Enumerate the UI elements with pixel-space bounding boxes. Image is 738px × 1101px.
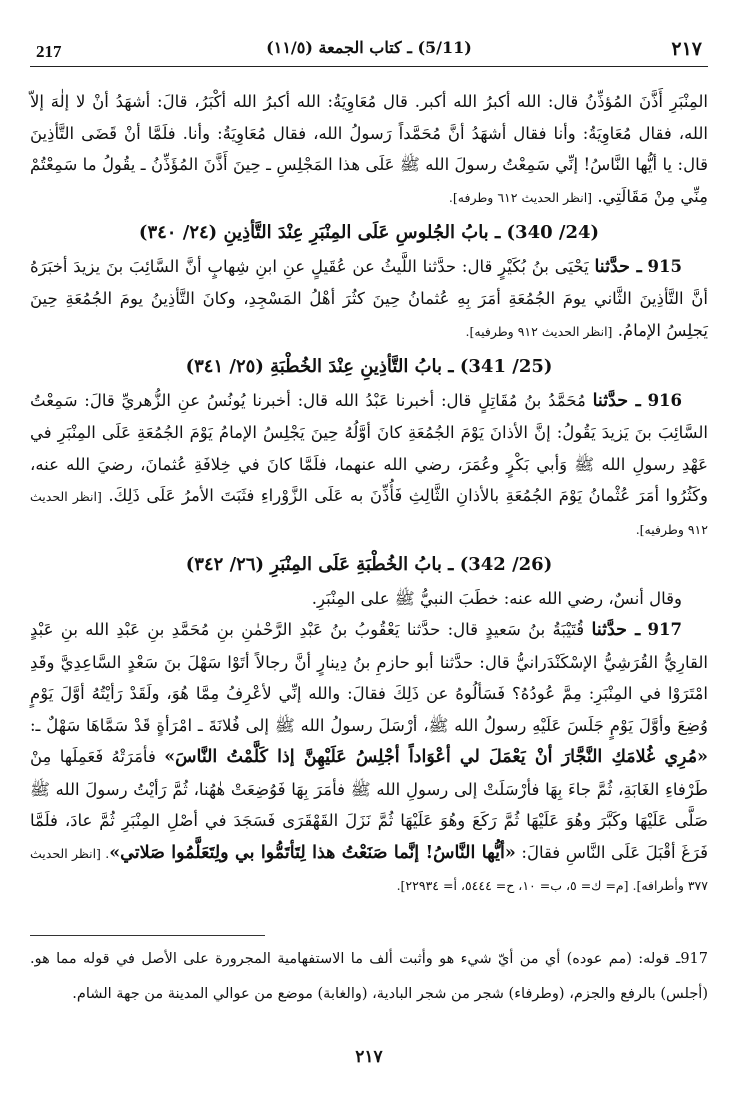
- page-footer-number: ٢١٧: [355, 1047, 383, 1067]
- footnote-divider: [30, 935, 265, 936]
- cross-reference: . [انظر الحديث ٣٧٧ وأطرافه]. [م= ك= ٥، ب= ١٠، ح= ٥٤٤٤، أ= ٢٢٩٣٤].: [30, 845, 708, 893]
- chapter-heading-341: [30, 351, 708, 383]
- hadith-number: 917: [647, 620, 682, 639]
- footnotes: [30, 942, 708, 1012]
- hadith-number: 916: [647, 390, 683, 410]
- hadith-917: [30, 614, 708, 902]
- chapter-heading-342: [30, 549, 708, 581]
- hadith-text-continued: فأمَرَتْهُ فَعَمِلَها مِنْ طَرْفاءِ الغَابَةِ، ثُمَّ جاءَ بِهَا فأرْسَلَتْ إلى رسولِ الله ﷺ فأمَرَ بِهَا فَوُضِعَتْ هٰهُنا، ثُمَّ رَأيْتُ رسولَ الله ﷺ صَلَّى عَلَيْهَا وكَبَّرَ وهُوَ عَلَيْهَا ثُمَّ رَكَعَ وهُوَ عَلَيْهَا ثُمَّ نَزَلَ القَهْقَرَى فَسَجَدَ في أصْلِ المِنْبَرِ ثُمَّ عادَ، فلَمَّا فَرَغَ أقْبَلَ عَلَى النَّاسِ فقالَ:: [30, 747, 708, 862]
- heading-title: ـ بابُ التَّأذِينِ عِنْدَ الخُطْبَةِ (٢٥/ ٣٤١): [185, 356, 454, 377]
- heading-number: (25/ 341): [459, 356, 553, 377]
- main-text: [30, 86, 708, 902]
- page-header: [30, 36, 708, 67]
- hadith-number: 915: [647, 256, 682, 276]
- cross-reference: [انظر الحديث ٩١٢ وطرفيه].: [465, 323, 613, 339]
- heading-number: (24/ 340): [506, 222, 600, 243]
- prophetic-quote: «أيُّها النَّاسُ! إنَّما صَنَعْتُ هذا لِتَأتَمُّوا بي ولِتَعَلَّمُوا صَلاتي»: [109, 842, 516, 863]
- heading-title: ـ بابُ الخُطْبَةِ عَلَى المِنْبَرِ (٢٦/ ٣٤٢): [185, 554, 454, 575]
- paragraph-continuation: [30, 86, 708, 213]
- hadith-text: مُحَمَّدُ بنُ مُقَاتِلٍ قال: أخبرنا عَبْدُ الله قال: أخبرنا يُونُسُ عنِ الزُّهريِّ قالَ: سَمِعْتُ السَّائِبَ بنَ يَزيدَ يَقُولُ: إنَّ الأذانَ يَوْمَ الجُمُعَةِ كانَ أوَّلُهُ حِينَ يَجْلِسُ الإمامُ يَوْمَ الجُمُعَةِ عَلَى المِنْبَرِ في عَهْدِ رسولِ الله ﷺ وَأبي بَكْرٍ وعُمَرَ، رضي الله عنهما، فلَمَّا كانَ في خِلافَةِ عُثمانَ، رضيَ الله عنه، وكَثُرُوا أمَرَ عُثْمانُ يَوْمَ الجُمُعَةِ بالأذانِ الثَّالِثِ فَأُذِّنَ به عَلَى الزَّوْراءِ فثَبَتَ الأمرُ عَلَى ذَلِكَ.: [30, 390, 709, 505]
- cross-reference: [انظر الحديث ٦١٢ وطرفه].: [448, 189, 593, 205]
- hadith-915: [30, 251, 708, 348]
- heading-title: ـ بابُ الجُلوسِ عَلَى المِنْبَرِ عِنْدَ التَّأذِينِ (٢٤/ ٣٤٠): [138, 222, 501, 243]
- hadith-lead: ـ حدَّثنا: [592, 390, 641, 411]
- hadith-text: قُتَيْبَةُ بنُ سَعيدٍ قال: حدَّثنا يَعْقُوبُ بنُ عَبْدِ الرَّحْمٰنِ بنِ مُحَمَّدِ بنِ عَبْدِ الله بنِ عَبْدٍ القارِيُّ القُرَشِيُّ الإسْكَنْدَرانيُّ قال: حدَّثنا أبو حازمِ بنُ دِينارٍ أنَّ رجالاً أتَوْا سَهْلَ بنَ سَعْدٍ السَّاعِدِيَّ وقَدِ امْتَرَوْا في المِنْبَرِ: مِمَّ عُودُهُ؟ فَسَألُوهُ عن ذَلِكَ فقالَ: والله إنِّي لأعْرِفُ مِمَّا هُوَ، ولَقَدْ رَأيْتُهُ أوَّلَ يَوْمٍ وُضِعَ وأوَّلَ يَوْمٍ جَلَسَ عَلَيْهِ رسولُ الله ﷺ، أرْسَلَ رسولُ الله ﷺ إلى فُلانَةَ ـ امْرَأةٍ قَدْ سَمَّاهَا سَهْلٌ ـ:: [30, 620, 708, 735]
- anas-quote: [30, 583, 708, 615]
- running-title: (5/11) ـ كتاب الجمعة (١١/٥): [266, 38, 472, 57]
- prophetic-quote: «مُرِي غُلامَكِ النَّجَّارَ أنْ يَعْمَلَ لي أعْوَاداً أجْلِسُ عَلَيْهِنَّ إذا كَلَّمْتُ النَّاسَ»: [164, 747, 708, 767]
- page-number-arabic: ٢١٧: [671, 38, 702, 60]
- hadith-text: يَحْيَى بنُ بُكَيْرٍ قال: حدَّثنا اللَّيثُ عن عُقَيلٍ عنِ ابنِ شِهابٍ أنَّ السَّائِبَ بنَ يزيدَ أخبَرَهُ أنَّ التَّأذِينَ الثَّاني يومَ الجُمُعَةِ أمَرَ بِهِ عُثمانُ حِينَ كثُرَ أهْلُ المَسْجِدِ، وكانَ التَّأذِينُ يومَ الجُمُعَةِ حِينَ يَجلِسُ الإمامُ.: [30, 256, 708, 340]
- hadith-lead: ـ حدَّثنا: [591, 620, 641, 640]
- page-number-latin: 217: [36, 42, 62, 61]
- anas-text: وقال أنسٌ، رضي الله عنه: خطَبَ النبيُّ ﷺ على المِنْبَرِ.: [311, 588, 682, 608]
- hadith-916: [30, 385, 708, 546]
- hadith-lead: ـ حدَّثنا: [594, 256, 642, 277]
- footnote: 917ـ قوله: (مم عوده) أي من أيّ شيء هو وأثبت ألف ما الاستفهامية المجرورة على الأصل في قوله مما هو. (أجلس) بالرفع والجزم، (وطرفاء) شجر من شجر البادية، (والغابة) موضع من عوالي المدينة من جهة الشام.: [30, 951, 708, 1002]
- cross-reference: [انظر الحديث ٩١٢ وطرفيه].: [30, 489, 708, 537]
- heading-number: (26/ 342): [459, 554, 553, 575]
- chapter-heading-340: [30, 217, 708, 249]
- continuation-text: المِنْبَرِ أَذَّنَ المُؤذِّنُ قال: الله أكبرُ الله أكبر. قال مُعَاوِيَةُ: الله أكبرُ الله أكْبَرُ، قالَ: أشهَدُ أنْ لا إلٰهَ إلاّ الله، فقال مُعَاوِيَةُ: وأنا فقال أشهَدُ أنَّ مُحَمَّداً رَسولُ الله، فقال مُعَاوِيَةُ: وأنا. فلَمَّا أنْ قَضَى التَّأذِينَ قال: يا أيُّها النَّاسُ! إنِّي سَمِعْتُ رسولَ الله ﷺ عَلَى هذا المَجْلِسِ ـ حِينَ أَذَّنَ المُؤَذِّنُ ـ يقُولُ ما سَمِعْتُمْ مِنِّي مِنْ مَقَالَتِي.: [30, 92, 708, 206]
